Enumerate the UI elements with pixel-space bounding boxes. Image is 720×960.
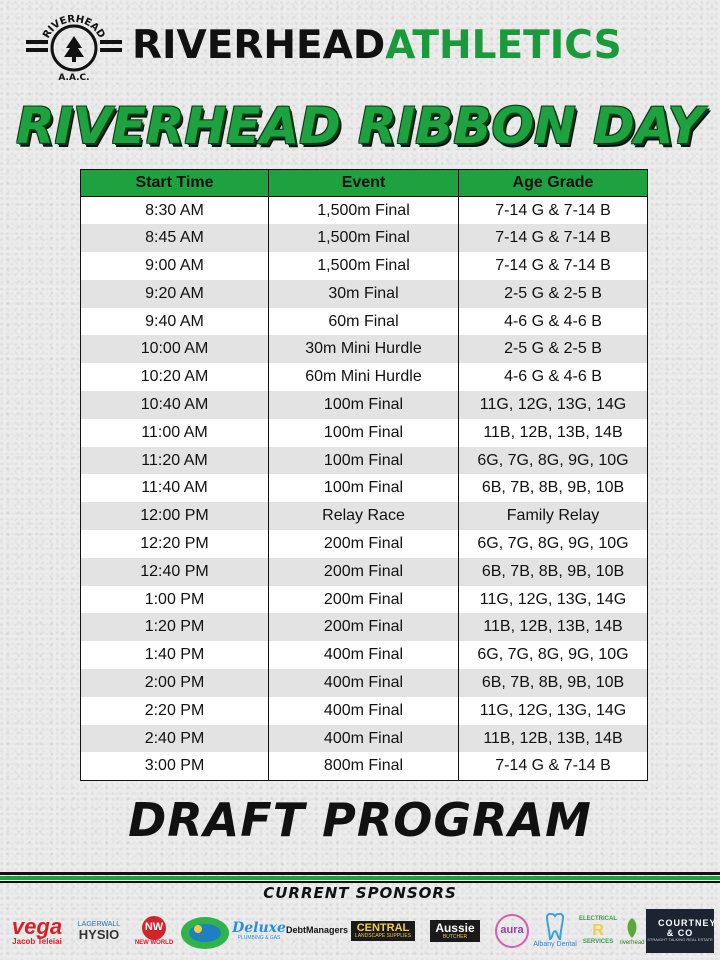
table-row: [81, 252, 648, 280]
sponsor-deluxe: [232, 906, 286, 956]
cell-age-grade: 6B, 7B, 8B, 9B, 10B: [459, 474, 648, 502]
sponsor-vega: [6, 906, 68, 956]
sponsor-courtney-name: COURTNEY & CO: [658, 918, 717, 938]
cell-age-grade: 11B, 12B, 13B, 14B: [459, 419, 648, 447]
cell-start-time: 1:40 PM: [81, 641, 269, 669]
cell-event: 200m Final: [269, 530, 459, 558]
sponsor-vega-name: vega: [11, 914, 63, 940]
table-row: [81, 447, 648, 475]
mascot-logo-icon: [178, 909, 232, 953]
cell-age-grade: 6G, 7G, 8G, 9G, 10G: [459, 641, 648, 669]
cell-event: 100m Final: [269, 419, 459, 447]
cell-start-time: 11:40 AM: [81, 474, 269, 502]
cell-age-grade: 4-6 G & 4-6 B: [459, 308, 648, 336]
sponsor-new-world: [132, 906, 176, 956]
club-header: [24, 12, 696, 82]
sponsor-courtney-co: [646, 906, 717, 956]
cell-event: 400m Final: [269, 697, 459, 725]
sponsor-electrical-name: ELECTRICAL: [579, 916, 617, 923]
sponsor-logos: [6, 906, 717, 956]
table-row: [81, 474, 648, 502]
cell-age-grade: 11G, 12G, 13G, 14G: [459, 586, 648, 614]
cell-age-grade: 11G, 12G, 13G, 14G: [459, 391, 648, 419]
cell-event: 200m Final: [269, 558, 459, 586]
table-row: [81, 363, 648, 391]
cell-start-time: 9:00 AM: [81, 252, 269, 280]
new-world-badge-icon: NW: [142, 916, 166, 940]
page-title: RIVERHEAD RIBBON DAY: [16, 97, 704, 155]
club-name-part2: ATHLETICS: [385, 23, 622, 68]
column-header-age-grade: Age Grade: [459, 170, 648, 197]
table-row: [81, 613, 648, 641]
cell-age-grade: 11B, 12B, 13B, 14B: [459, 725, 648, 753]
sponsor-physio-name: HYSIO: [78, 926, 120, 942]
club-name-part1: RIVERHEAD: [132, 23, 386, 68]
cell-start-time: 10:20 AM: [81, 363, 269, 391]
sponsor-aussie-butcher: [420, 906, 490, 956]
table-row: [81, 502, 648, 530]
cell-start-time: 1:20 PM: [81, 613, 269, 641]
sponsor-aussie-sub: BUTCHER: [442, 933, 468, 940]
divider-black-bottom: [0, 881, 720, 883]
club-name: [132, 23, 622, 68]
cell-age-grade: 6G, 7G, 8G, 9G, 10G: [459, 447, 648, 475]
table-row: [81, 697, 648, 725]
central-logo-box: [351, 921, 415, 942]
cell-start-time: 3:00 PM: [81, 752, 269, 780]
cell-event: 400m Final: [269, 669, 459, 697]
cell-start-time: 9:20 AM: [81, 280, 269, 308]
aussie-logo-box: [430, 920, 479, 942]
table-row: [81, 335, 648, 363]
courtney-logo-box: [646, 909, 717, 953]
tooth-icon: [544, 913, 566, 941]
sponsor-albany-dental: [532, 906, 578, 956]
cell-start-time: 9:40 AM: [81, 308, 269, 336]
divider-black-top: [0, 872, 720, 875]
cell-age-grade: 7-14 G & 7-14 B: [459, 252, 648, 280]
cell-age-grade: 7-14 G & 7-14 B: [459, 224, 648, 252]
cell-age-grade: Family Relay: [459, 502, 648, 530]
table-row: [81, 224, 648, 252]
cell-event: 1,500m Final: [269, 224, 459, 252]
cell-event: 100m Final: [269, 474, 459, 502]
sponsor-electrical-sub: SERVICES: [582, 939, 614, 946]
cell-start-time: 1:00 PM: [81, 586, 269, 614]
sponsor-central-sub: LANDSCAPE SUPPLIES: [354, 933, 412, 940]
table-header-row: [81, 170, 648, 197]
cell-event: 1,500m Final: [269, 252, 459, 280]
cell-age-grade: 6G, 7G, 8G, 9G, 10G: [459, 530, 648, 558]
table-row: [81, 752, 648, 780]
svg-text:RIVERHEAD: RIVERHEAD: [41, 13, 107, 41]
cell-start-time: 11:00 AM: [81, 419, 269, 447]
schedule-table: [80, 169, 648, 781]
cell-age-grade: 4-6 G & 4-6 B: [459, 363, 648, 391]
cell-start-time: 10:40 AM: [81, 391, 269, 419]
sponsor-debt-managers: [286, 906, 348, 956]
cell-start-time: 10:00 AM: [81, 335, 269, 363]
table-row: [81, 391, 648, 419]
cell-start-time: 8:30 AM: [81, 197, 269, 225]
table-row: [81, 419, 648, 447]
table-row: [81, 586, 648, 614]
table-row: [81, 725, 648, 753]
cell-event: 200m Final: [269, 613, 459, 641]
cell-start-time: 12:40 PM: [81, 558, 269, 586]
cell-event: 400m Final: [269, 641, 459, 669]
table-row: [81, 308, 648, 336]
cell-start-time: 12:00 PM: [81, 502, 269, 530]
cell-start-time: 2:00 PM: [81, 669, 269, 697]
cell-age-grade: 7-14 G & 7-14 B: [459, 752, 648, 780]
sponsor-aussie-name: Aussie: [435, 921, 475, 936]
sponsor-aura-name: aura: [495, 914, 529, 948]
cell-event: 100m Final: [269, 447, 459, 475]
cell-event: 1,500m Final: [269, 197, 459, 225]
cell-age-grade: 2-5 G & 2-5 B: [459, 280, 648, 308]
cell-age-grade: 7-14 G & 7-14 B: [459, 197, 648, 225]
cell-start-time: 2:20 PM: [81, 697, 269, 725]
sponsor-vega-sub: Jacob Teleiai: [12, 937, 62, 947]
club-logo-icon: [24, 12, 124, 82]
cell-age-grade: 11G, 12G, 13G, 14G: [459, 697, 648, 725]
cell-event: 200m Final: [269, 586, 459, 614]
riverhead-leaf-icon: [623, 916, 641, 940]
cell-event: Relay Race: [269, 502, 459, 530]
table-row: [81, 558, 648, 586]
sponsor-aura: [492, 906, 532, 956]
sponsor-riverhead: [618, 906, 646, 956]
cell-event: 60m Mini Hurdle: [269, 363, 459, 391]
cell-start-time: 11:20 AM: [81, 447, 269, 475]
draft-program-label: DRAFT PROGRAM: [128, 793, 592, 847]
sponsor-mascot: [178, 906, 232, 956]
cell-start-time: 8:45 AM: [81, 224, 269, 252]
electrical-r-icon: R: [592, 921, 604, 939]
cell-start-time: 2:40 PM: [81, 725, 269, 753]
cell-age-grade: 2-5 G & 2-5 B: [459, 335, 648, 363]
cell-age-grade: 6B, 7B, 8B, 9B, 10B: [459, 669, 648, 697]
sponsor-courtney-sub: STRAIGHT TALKING REAL ESTATE: [647, 937, 713, 943]
sponsor-riverhead-name: riverhead: [619, 939, 645, 946]
column-header-start-time: Start Time: [81, 170, 269, 197]
divider-green: [0, 876, 720, 880]
table-row: [81, 197, 648, 225]
table-row: [81, 641, 648, 669]
column-header-event: Event: [269, 170, 459, 197]
sponsors-label: CURRENT SPONSORS: [263, 884, 457, 902]
table-row: [81, 530, 648, 558]
cell-event: 60m Final: [269, 308, 459, 336]
sponsor-deluxe-sub: PLUMBING & GAS: [237, 934, 281, 941]
table-row: [81, 669, 648, 697]
cell-event: 100m Final: [269, 391, 459, 419]
cell-age-grade: 11B, 12B, 13B, 14B: [459, 613, 648, 641]
sponsor-physio-sub: LAGERWALL: [77, 920, 121, 928]
sponsor-central-name: CENTRAL: [356, 921, 410, 934]
schedule-body: [81, 197, 648, 781]
sponsor-albany-dental-sub: Albany Dental: [533, 941, 577, 949]
cell-event: 400m Final: [269, 725, 459, 753]
table-row: [81, 280, 648, 308]
sponsor-new-world-sub: NEW WORLD: [134, 939, 174, 946]
sponsor-physio: [68, 906, 130, 956]
cell-event: 800m Final: [269, 752, 459, 780]
cell-age-grade: 6B, 7B, 8B, 9B, 10B: [459, 558, 648, 586]
sponsor-central: [348, 906, 418, 956]
sponsor-electrical: [578, 906, 618, 956]
cell-event: 30m Mini Hurdle: [269, 335, 459, 363]
cell-start-time: 12:20 PM: [81, 530, 269, 558]
svg-text:A.A.C.: A.A.C.: [58, 73, 90, 82]
sponsor-deluxe-name: Deluxe: [232, 920, 286, 937]
cell-event: 30m Final: [269, 280, 459, 308]
sponsor-debt-managers-name: DebtManagers: [286, 925, 349, 936]
